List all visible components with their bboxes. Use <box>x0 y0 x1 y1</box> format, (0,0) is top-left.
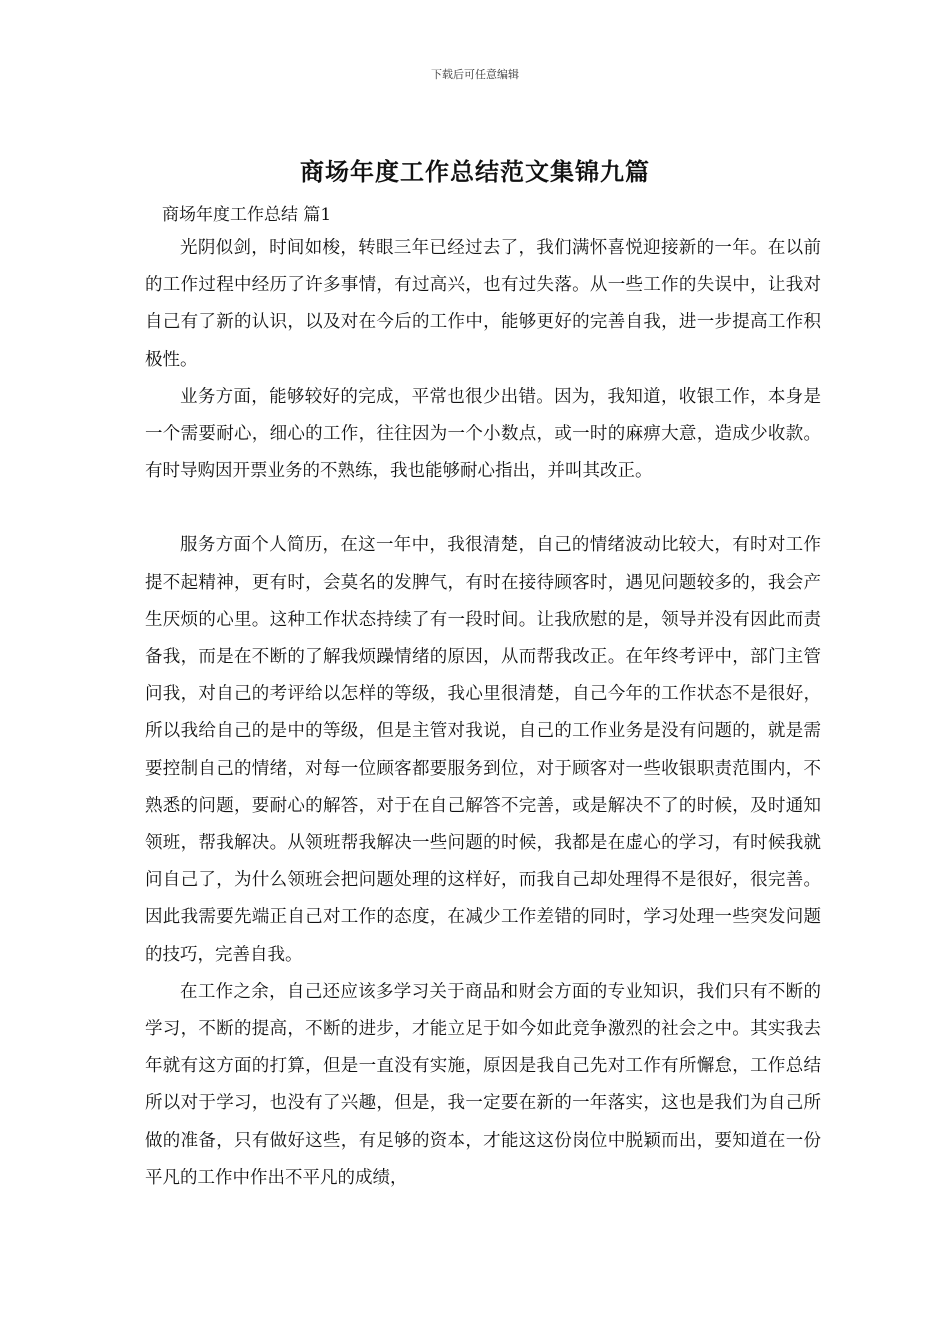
paragraph-spacer <box>145 490 821 527</box>
paragraph-3: 服务方面个人简历，在这一年中，我很清楚，自己的情绪波动比较大，有时对工作提不起精神，更有时，会莫名的发脾气，有时在接待顾客时，遇见问题较多的，我会产生厌烦的心里。这种工作状态持续了有一段时间。让我欣慰的是，领导并没有因此而责备我，而是在不断的了解我烦躁情绪的原因，从而帮我改正。在年终考评中，部门主管问我，对自己的考评给以怎样的等级，我心里很清楚，自己今年的工作状态不是很好，所以我给自己的是中的等级，但是主管对我说，自己的工作业务是没有问题的，就是需要控制自己的情绪，对每一位顾客都要服务到位，对于顾客对一些收银职责范围内，不熟悉的问题，要耐心的解答，对于在自己解答不完善，或是解决不了的时候，及时通知领班，帮我解决。从领班帮我解决一些问题的时候，我都是在虚心的学习，有时候我就问自己了，为什么领班会把问题处理的这样好，而我自己却处理得不是很好，很完善。因此我需要先端正自己对工作的态度，在减少工作差错的同时，学习处理一些突发问题的技巧，完善自我。 <box>145 535 821 965</box>
document-body <box>145 230 821 1197</box>
paragraph-2: 业务方面，能够较好的完成，平常也很少出错。因为，我知道，收银工作，本身是一个需要耐心，细心的工作，往往因为一个小数点，或一时的麻痹大意，造成少收款。有时导购因开票业务的不熟练，我也能够耐心指出，并叫其改正。 <box>145 386 821 482</box>
paragraph-1: 光阴似剑，时间如梭，转眼三年已经过去了，我们满怀喜悦迎接新的一年。在以前的工作过程中经历了许多事情，有过高兴，也有过失落。从一些工作的失误中，让我对自己有了新的认识，以及对在今后的工作中，能够更好的完善自我，进一步提高工作积极性。 <box>145 238 821 370</box>
page-header-note: 下载后可任意编辑 <box>431 68 519 81</box>
document-title: 商场年度工作总结范文集锦九篇 <box>300 157 650 186</box>
section-heading: 商场年度工作总结 篇1 <box>162 205 332 225</box>
paragraph-4: 在工作之余，自己还应该多学习关于商品和财会方面的专业知识，我们只有不断的学习，不断的提高，不断的进步，才能立足于如今如此竞争激烈的社会之中。其实我去年就有这方面的打算，但是一直没有实施，原因是我自己先对工作有所懈怠，工作总结所以对于学习，也没有了兴趣，但是，我一定要在新的一年落实，这也是我们为自己所做的准备，只有做好这些，有足够的资本，才能这这份岗位中脱颖而出，要知道在一份平凡的工作中作出不平凡的成绩， <box>145 981 821 1188</box>
